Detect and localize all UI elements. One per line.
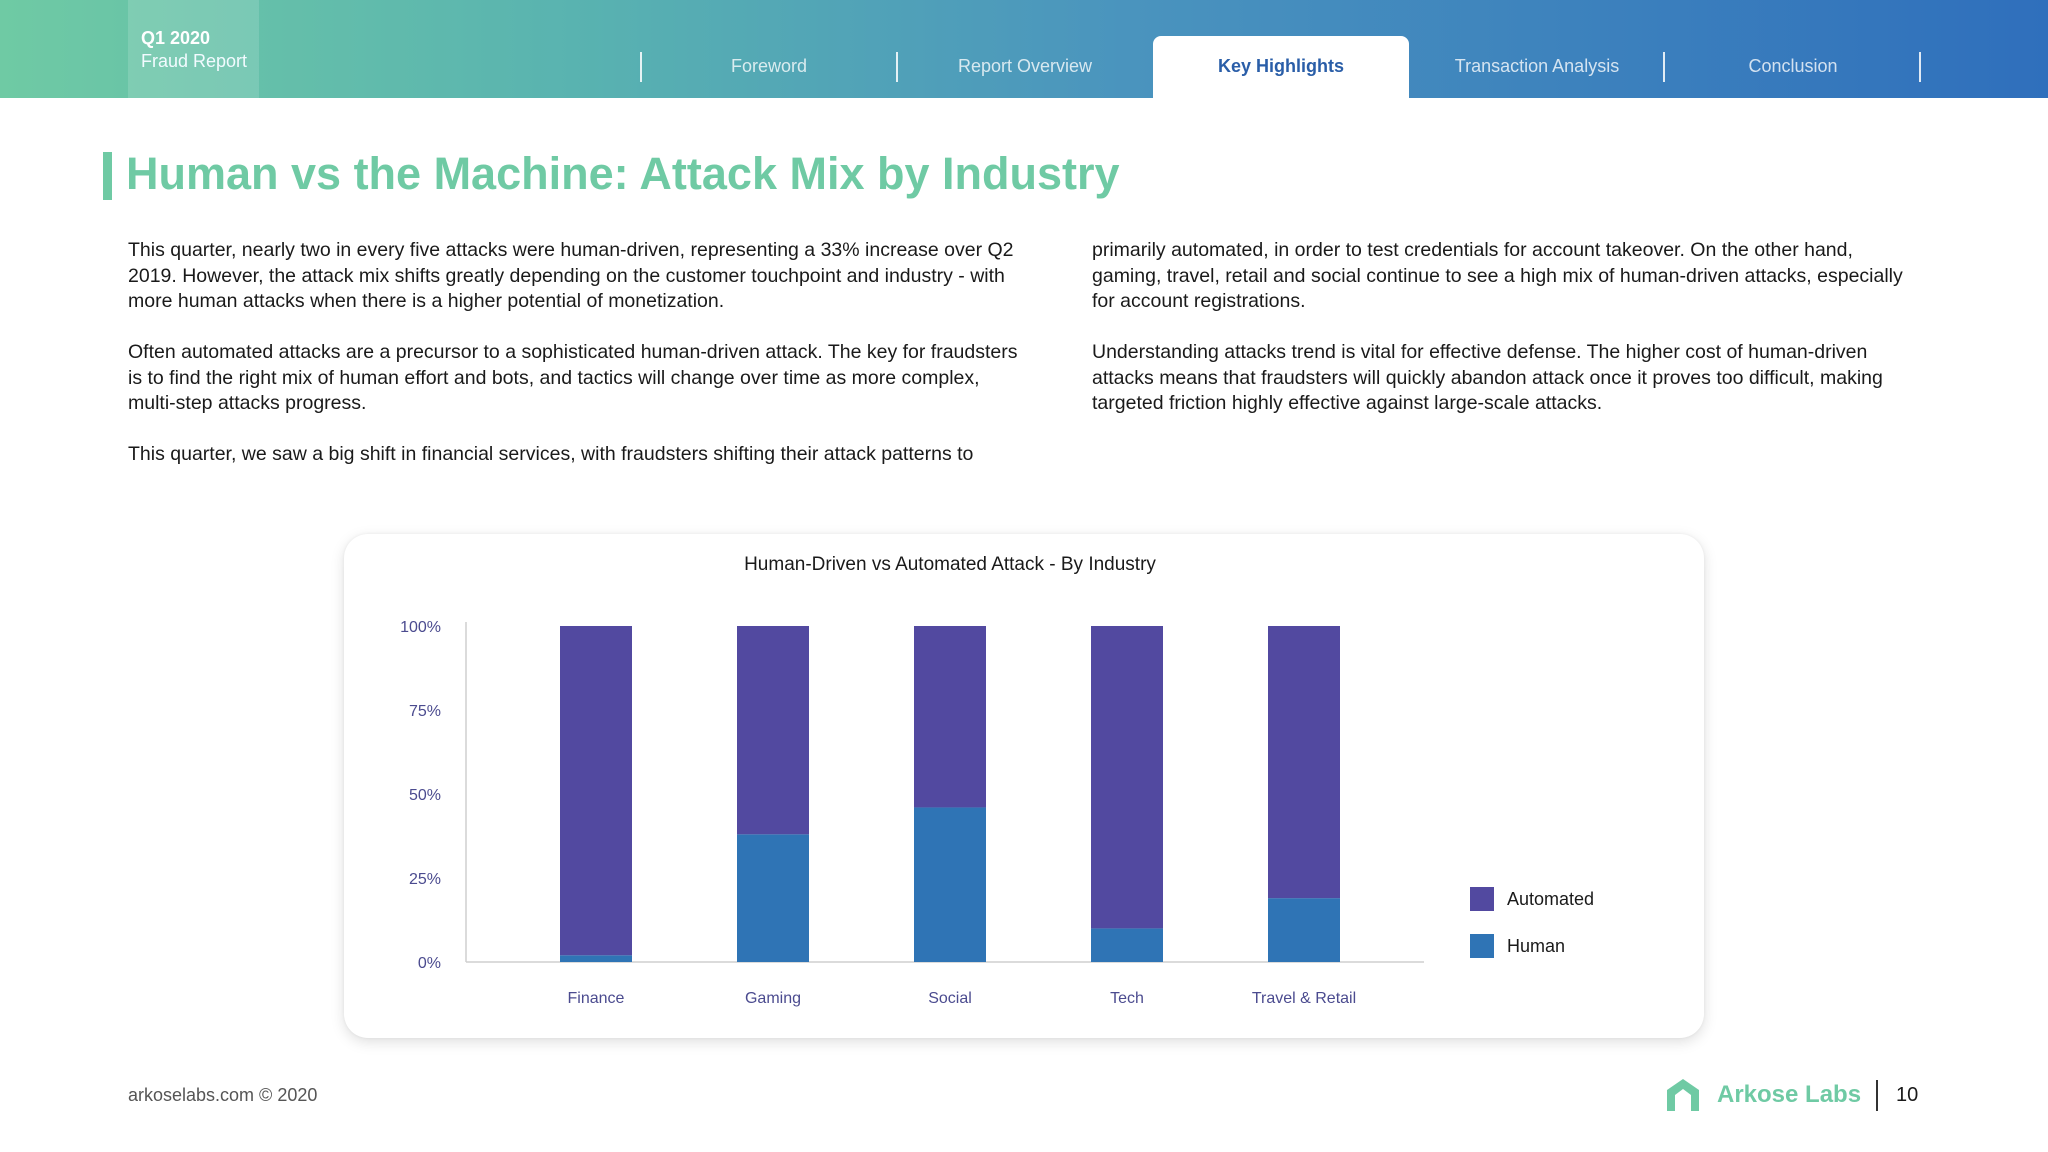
tab-key-highlights[interactable]: Key Highlights: [1153, 36, 1409, 98]
tab-separator: [1919, 52, 1921, 82]
title-accent-bar: [103, 152, 112, 200]
bar-automated-gaming: [737, 626, 809, 834]
legend-swatch-human: [1470, 934, 1494, 958]
y-tick-label: 0%: [417, 955, 441, 972]
top-navigation-bar: [0, 0, 2048, 98]
arkose-logo-icon: [1664, 1076, 1702, 1114]
y-tick-label: 50%: [408, 787, 441, 804]
x-tick-label: Social: [928, 990, 972, 1007]
bar-automated-finance: [560, 626, 632, 955]
footer-copyright: arkoselabs.com © 2020: [128, 1085, 318, 1105]
report-quarter: Q1 2020: [141, 28, 211, 48]
tab-report-overview[interactable]: Report Overview: [957, 56, 1093, 76]
bar-human-social: [914, 807, 986, 962]
x-tick-label: Finance: [567, 990, 625, 1007]
legend-label-human: Human: [1507, 936, 1566, 956]
paragraph: This quarter, we saw a big shift in financial services, with fraudsters shifting their attack patterns to: [128, 443, 974, 465]
right-text-column: [1092, 238, 1922, 442]
bar-human-travel-retail: [1268, 898, 1340, 962]
chart-title: Human-Driven vs Automated Attack - By Industry: [744, 554, 1156, 575]
paragraph: Often automated attacks are a precursor to a sophisticated human-driven attack. The key for fraudsters is to find the right mix of human effort and bots, and tactics will change over time as more complex, multi-step attacks progress.: [128, 341, 1018, 414]
bar-human-gaming: [737, 834, 809, 962]
page-title: Human vs the Machine: Attack Mix by Industry: [126, 148, 1120, 199]
report-brand-box[interactable]: [128, 0, 259, 98]
bar-human-tech: [1091, 928, 1163, 962]
stacked-bar-chart: [344, 534, 1704, 1038]
y-tick-label: 25%: [408, 871, 441, 888]
legend-swatch-automated: [1470, 887, 1494, 911]
footer-divider: [1876, 1080, 1878, 1111]
x-tick-label: Tech: [1110, 990, 1144, 1007]
tab-conclusion[interactable]: Conclusion: [1748, 56, 1838, 76]
x-tick-label: Travel & Retail: [1251, 990, 1357, 1007]
bar-automated-travel-retail: [1268, 626, 1340, 898]
paragraph: primarily automated, in order to test credentials for account takeover. On the other hand, gaming, travel, retail and social continue to see a high mix of human-driven attacks, especially for account registrations.: [1092, 239, 1903, 312]
legend-label-automated: Automated: [1507, 889, 1595, 909]
paragraph: Understanding attacks trend is vital for effective defense. The higher cost of human-driven attacks means that fraudsters will quickly abandon attack once it proves too difficult, making targeted friction highly effective against large-scale attacks.: [1092, 341, 1883, 414]
left-text-column: [128, 238, 1028, 493]
paragraph: This quarter, nearly two in every five attacks were human-driven, representing a 33% increase over Q2 2019. However, the attack mix shifts greatly depending on the customer touchpoint and industry - with more human attacks when there is a higher potential of monetization.: [128, 239, 1014, 312]
bar-automated-tech: [1091, 626, 1163, 928]
y-tick-label: 100%: [400, 619, 441, 636]
tab-transaction-analysis[interactable]: Transaction Analysis: [1454, 56, 1620, 76]
chart-card: [344, 534, 1704, 1038]
tab-foreword[interactable]: Foreword: [730, 56, 808, 76]
y-tick-label: 75%: [408, 703, 441, 720]
x-tick-label: Gaming: [744, 990, 802, 1007]
page-number: 10: [1896, 1084, 1919, 1106]
arkose-logo-text: Arkose Labs: [1717, 1081, 1862, 1108]
report-name: Fraud Report: [141, 51, 248, 71]
bar-human-finance: [560, 955, 632, 962]
bar-automated-social: [914, 626, 986, 807]
